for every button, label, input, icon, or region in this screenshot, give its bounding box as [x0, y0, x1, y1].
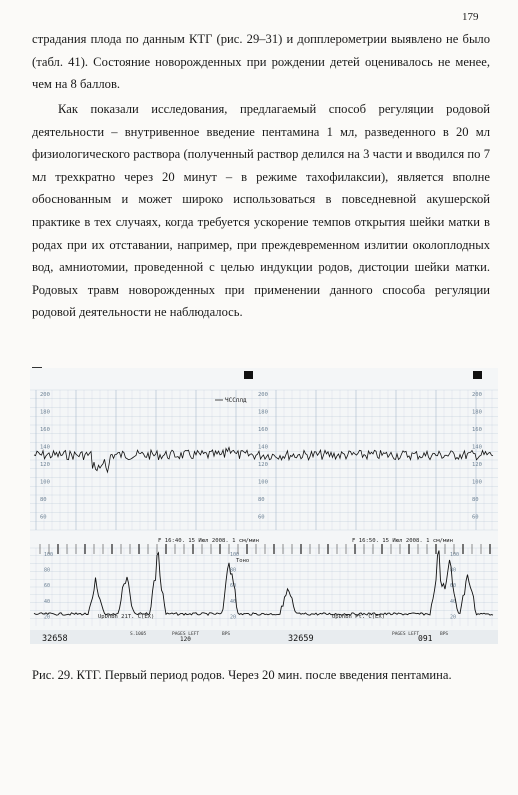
toco-axis-label: 100: [44, 552, 54, 558]
toco-axis-label: 60: [230, 583, 237, 590]
fhr-axis-label: 80: [258, 497, 265, 503]
strip-code-left: S.1005: [130, 632, 147, 637]
toco-legend: Тоно: [236, 558, 250, 564]
page-number: 179: [462, 11, 479, 23]
fhr-axis-label: 60: [472, 514, 479, 521]
fhr-axis-label: 140: [472, 444, 482, 451]
fhr-axis-label: 120: [258, 462, 268, 468]
ctg-trace-image: [30, 368, 498, 644]
toco-axis-label: 40: [450, 598, 457, 605]
fhr-axis-label: 200: [472, 392, 482, 398]
toco-axis-label: 40: [44, 598, 51, 605]
fhr-axis-label: 80: [472, 497, 479, 503]
fhr-axis-label: 180: [258, 409, 268, 416]
figure-caption: Рис. 29. КТГ. Первый период родов. Через 20 мин. после введения пентамина.: [32, 668, 452, 682]
fhr-axis-label: 180: [472, 409, 482, 416]
strip-code-mid: 120: [180, 636, 191, 643]
pages-left-label: PAGES LEFT: [172, 632, 200, 637]
fhr-axis-label: 140: [40, 444, 50, 451]
fhr-axis-label: 60: [258, 514, 265, 521]
fhr-legend: ЧССплд: [225, 397, 247, 404]
fhr-axis-label: 200: [258, 392, 268, 398]
event-label-right: UpDnBn Pt. C(EX): [332, 614, 385, 620]
timestamp-left: F 16:40. 15 Июл 2008. 1 см/мин: [158, 538, 260, 544]
toco-axis-label: 20: [44, 614, 51, 621]
fhr-axis-label: 120: [472, 462, 482, 468]
toco-axis-label: 60: [450, 583, 457, 590]
paragraph-1: страдания плода по данным КТГ (рис. 29–31) и допплерометрии выявлено не было (табл. 41). Состояние новорожденных при рождении детей оценивалось не менее, чем на 8 баллов.: [32, 32, 490, 92]
toco-axis-label: 80: [44, 567, 51, 574]
fhr-axis-label: 60: [40, 514, 47, 521]
fhr-axis-label: 160: [40, 427, 50, 433]
toco-axis-label: 100: [450, 552, 460, 558]
paragraph-2: Как показали исследования, предлагаемый способ регуляции родовой деятельности – внутривенное введение пентамина 1 мл, разведенного в 20 мл физиологического раствора (полученный раствор делился на 3 части и вводился по 7 мл трехкратно через 20 минут – в режиме тахофилаксии), является вполне обоснованным и может широко использоваться в повседневной акушерской практике в тех случаях, когда требуется ускорение темпов открытия шейки матки в родах при их отставании, например, при преждевременном излитии околоплодных вод, амниотомии, проведенной с целью индукции родов, дистоции шейки матки. Родовых травм новорожденных при применении данного способа регуляции родовой деятельности не наблюдалось.: [32, 102, 490, 320]
fhr-axis-label: 100: [40, 479, 50, 486]
toco-axis-label: 20: [450, 614, 457, 621]
toco-axis-label: 80: [230, 567, 237, 574]
fhr-axis-label: 120: [40, 462, 50, 468]
print-marker: [244, 371, 253, 379]
toco-axis-label: 60: [44, 583, 51, 590]
strip-id-right: 32659: [288, 634, 314, 644]
fhr-axis-label: 100: [258, 479, 268, 486]
fhr-axis-label: 200: [40, 392, 50, 398]
ctg-figure: [30, 368, 498, 644]
fhr-axis-label: 100: [472, 479, 482, 486]
fhr-axis-label: 180: [40, 409, 50, 416]
fhr-axis-label: 160: [472, 427, 482, 433]
toco-axis-label: 100: [230, 552, 240, 558]
pages-left-label-2: PAGES LEFT: [392, 632, 420, 637]
timestamp-right: F 16:50. 15 Июл 2008. 1 см/мин: [352, 538, 454, 544]
strip-id-left: 32658: [42, 634, 68, 644]
fhr-axis-label: 160: [258, 427, 268, 433]
event-label-left: UpDnBn 21T. C(EX): [98, 614, 155, 620]
bps-label-right: BPS: [440, 632, 449, 637]
fhr-axis-label: 140: [258, 444, 268, 451]
toco-axis-label: 40: [230, 598, 237, 605]
fhr-axis-label: 80: [40, 497, 47, 503]
bps-label-left: BPS: [222, 632, 231, 637]
print-marker: [473, 371, 482, 379]
strip-code-right: 091: [418, 634, 433, 643]
toco-axis-label: 80: [450, 567, 457, 574]
toco-axis-label: 20: [230, 614, 237, 621]
